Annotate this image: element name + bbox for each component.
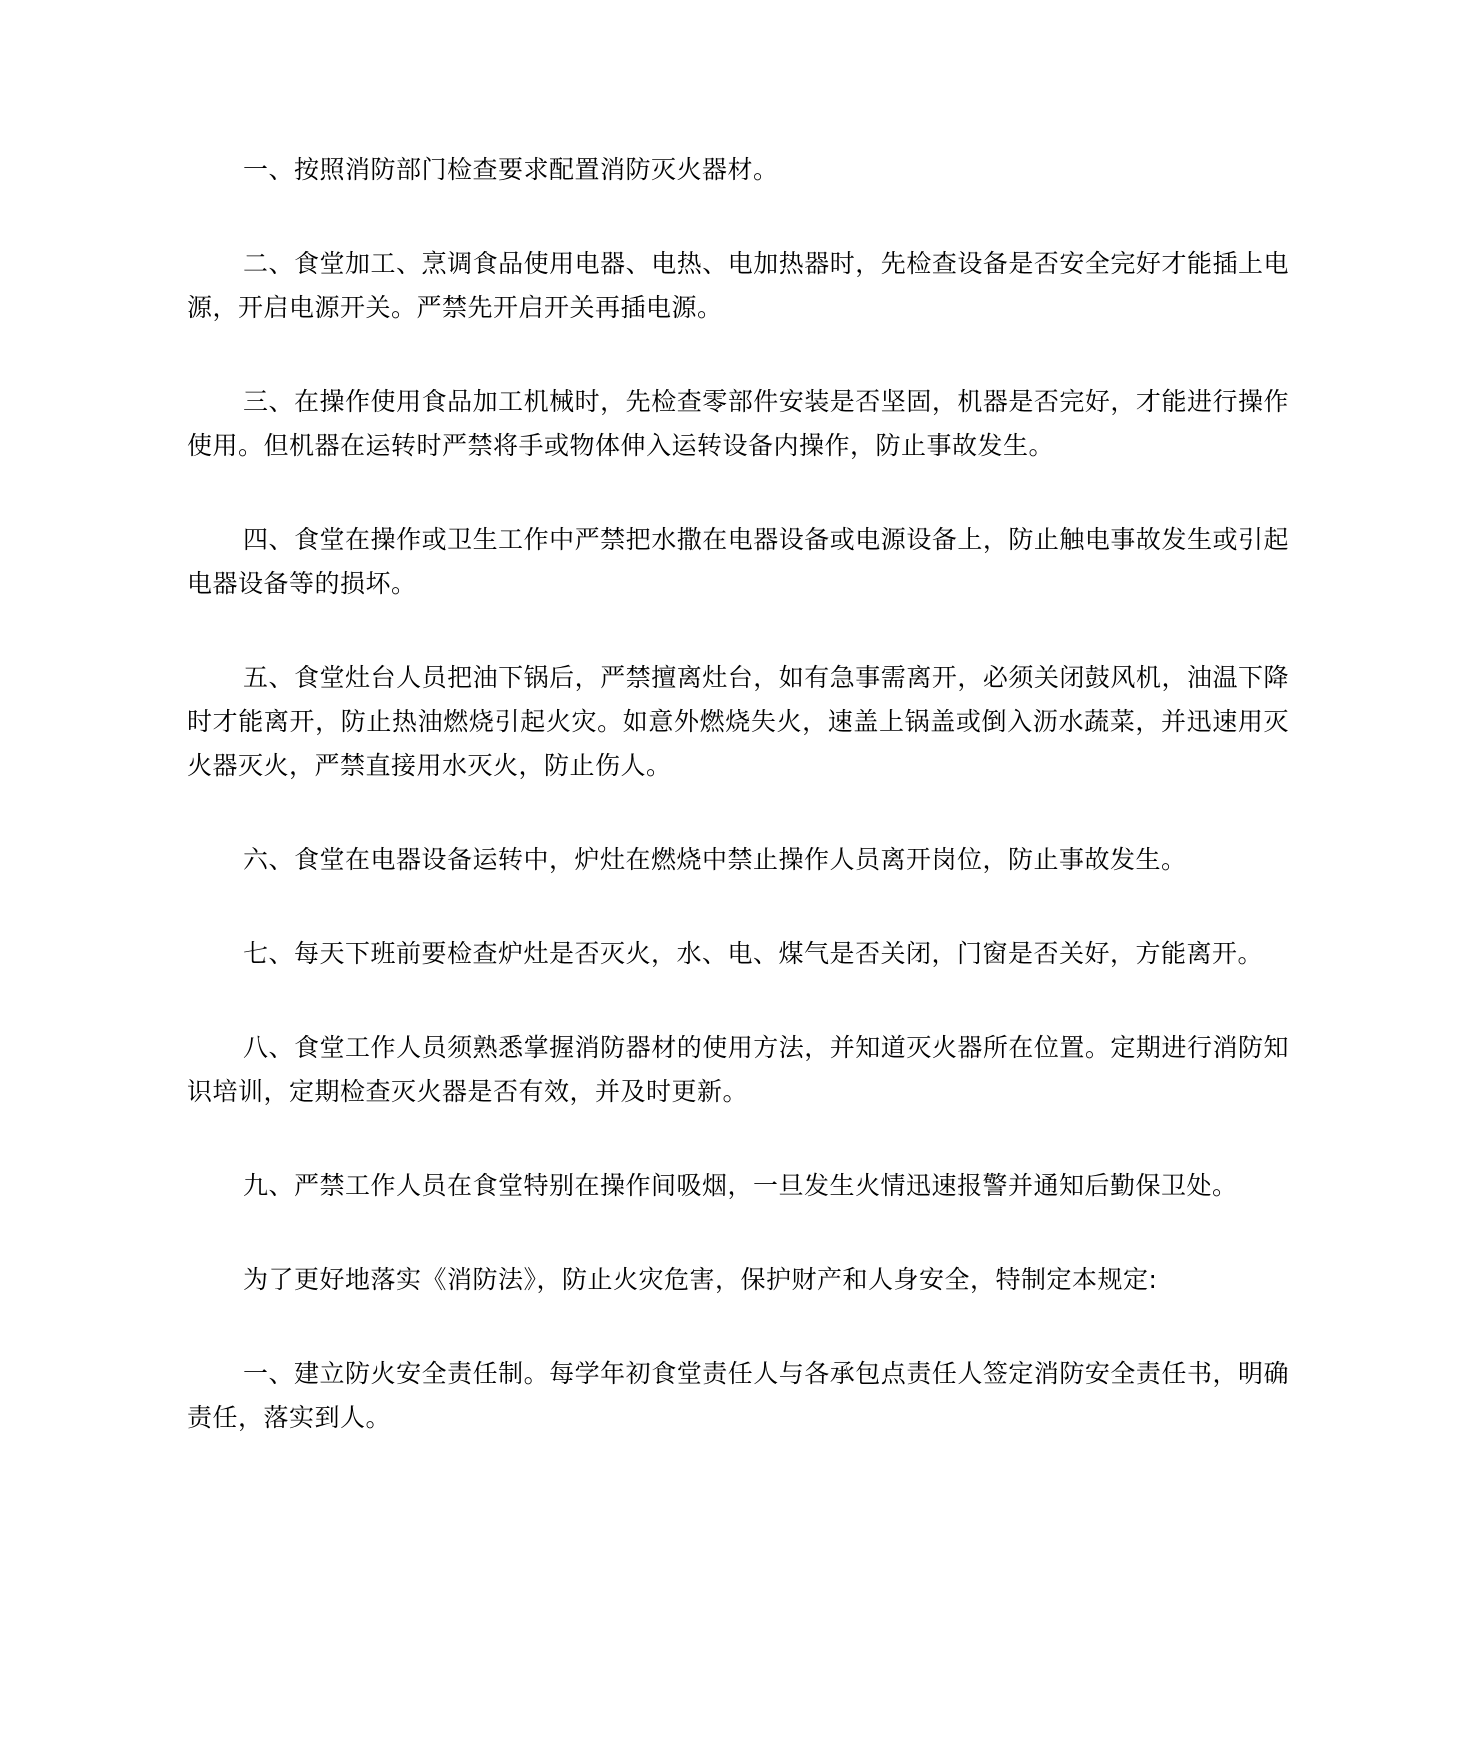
paragraph-1: 一、按照消防部门检查要求配置消防灭火器材。 [243, 155, 779, 184]
paragraph-9: 九、严禁工作人员在食堂特别在操作间吸烟，一旦发生火情迅速报警并通知后勤保卫处。 [243, 1171, 1238, 1200]
paragraph-10: 为了更好地落实《消防法》，防止火灾危害，保护财产和人身安全，特制定本规定: [243, 1265, 1158, 1294]
paragraph-7: 七、每天下班前要检查炉灶是否灭火，水、电、煤气是否关闭，门窗是否关好，方能离开。 [243, 939, 1264, 968]
paragraph-6: 六、食堂在电器设备运转中，炉灶在燃烧中禁止操作人员离开岗位，防止事故发生。 [243, 845, 1187, 874]
paragraph-5: 五、食堂灶台人员把油下锅后，严禁擅离灶台，如有急事需离开，必须关闭鼓风机，油温下降时才能离开，防止热油燃烧引起火灾。如意外燃烧失火，速盖上锅盖或倒入沥水蔬菜，并迅速用灭火器灭火，严禁直接用水灭火，防止伤人。 [187, 663, 1289, 780]
paragraph-4: 四、食堂在操作或卫生工作中严禁把水撒在电器设备或电源设备上，防止触电事故发生或引起电器设备等的损坏。 [187, 525, 1289, 598]
paragraph-3: 三、在操作使用食品加工机械时，先检查零部件安装是否坚固，机器是否完好，才能进行操作使用。但机器在运转时严禁将手或物体伸入运转设备内操作，防止事故发生。 [187, 387, 1289, 460]
paragraph-2: 二、食堂加工、烹调食品使用电器、电热、电加热器时，先检查设备是否安全完好才能插上电源，开启电源开关。严禁先开启开关再插电源。 [187, 249, 1289, 322]
paragraph-11: 一、建立防火安全责任制。每学年初食堂责任人与各承包点责任人签定消防安全责任书，明确责任，落实到人。 [187, 1359, 1289, 1432]
document-body [187, 148, 1289, 1490]
paragraph-8: 八、食堂工作人员须熟悉掌握消防器材的使用方法，并知道灭火器所在位置。定期进行消防知识培训，定期检查灭火器是否有效，并及时更新。 [187, 1033, 1289, 1106]
